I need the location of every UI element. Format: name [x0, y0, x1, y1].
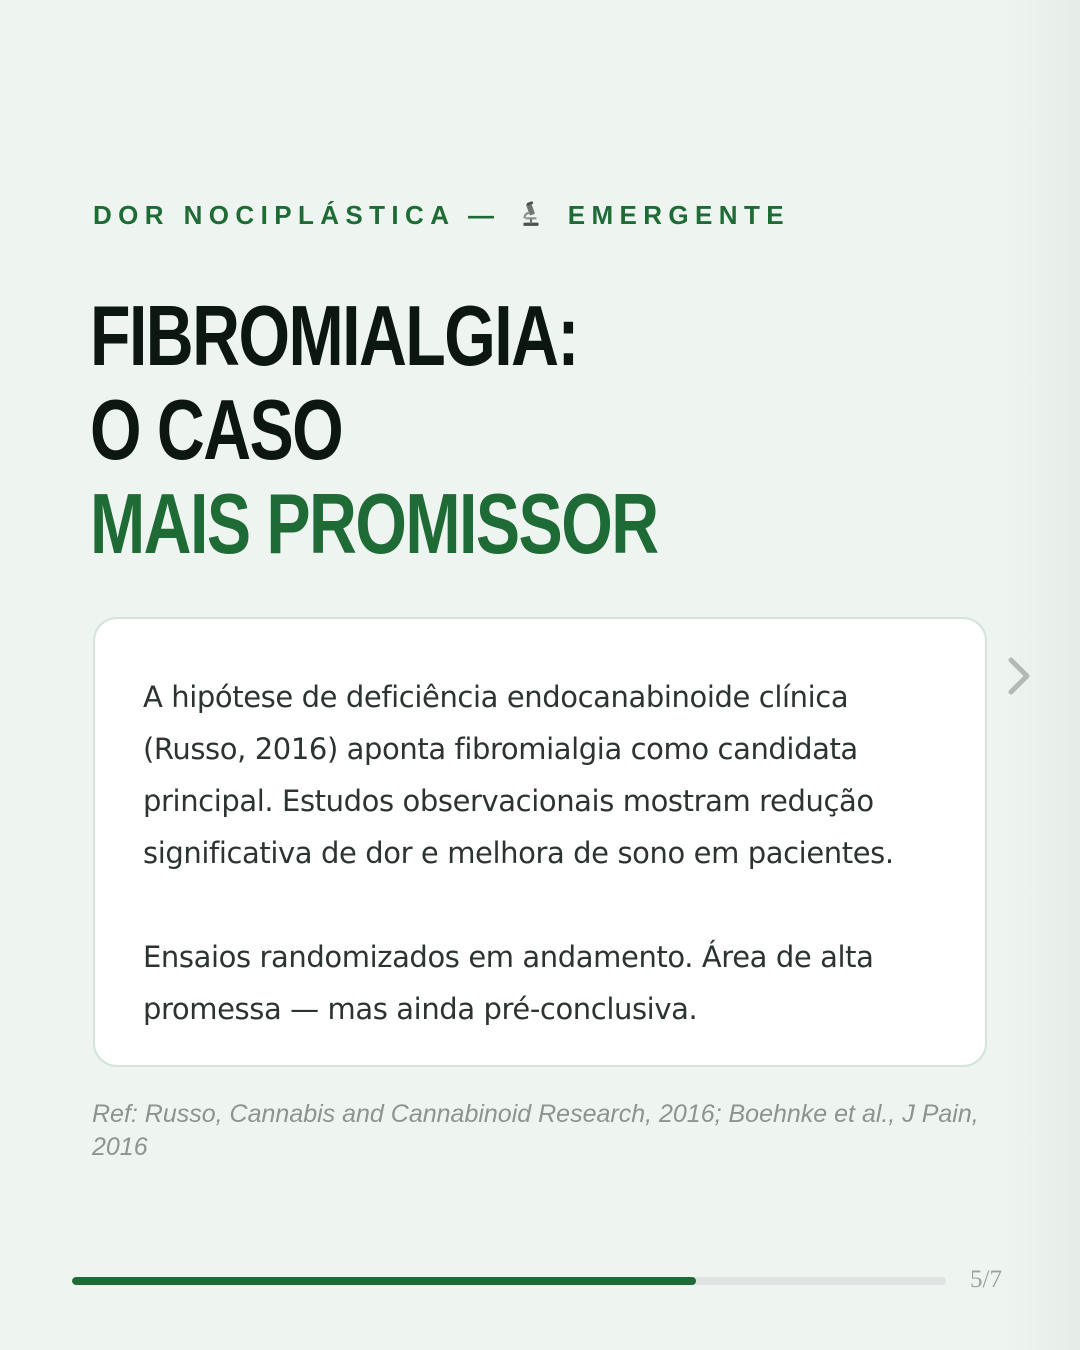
card-text-line: significativa de dor e melhora de sono em pacientes. [143, 836, 894, 870]
reference-citation: Ref: Russo, Cannabis and Cannabinoid Research, 2016; Boehnke et al., J Pain, 2016 [92, 1100, 979, 1161]
card-text-line: principal. Estudos observacionais mostram redução [143, 784, 874, 818]
page-indicator: 5/7 [970, 1266, 1002, 1293]
title-line-3-highlight: MAIS PROMISSOR [90, 477, 658, 572]
eyebrow-label [93, 200, 790, 231]
content-card [93, 617, 987, 1067]
chevron-right-icon[interactable] [1004, 656, 1034, 696]
title-line-1: FIBROMIALGIA: [90, 289, 578, 384]
card-paragraph-2 [143, 931, 945, 1035]
card-text-line: A hipótese de deficiência endocanabinoide clínica [143, 680, 849, 714]
progress-fill [72, 1277, 696, 1285]
card-text-line: promessa — mas ainda pré-conclusiva. [143, 992, 698, 1026]
card-paragraph-1 [143, 671, 945, 879]
eyebrow-topic: DOR NOCIPLÁSTICA — [93, 200, 501, 230]
eyebrow-status: EMERGENTE [567, 200, 791, 230]
card-text-line: (Russo, 2016) aponta fibromialgia como candidata [143, 732, 858, 766]
title-line-2: O CASO [90, 383, 343, 478]
microscope-icon [518, 201, 544, 227]
page-title [90, 290, 818, 572]
progress-bar [72, 1277, 946, 1285]
card-text-line: Ensaios randomizados em andamento. Área de alta [143, 940, 874, 974]
